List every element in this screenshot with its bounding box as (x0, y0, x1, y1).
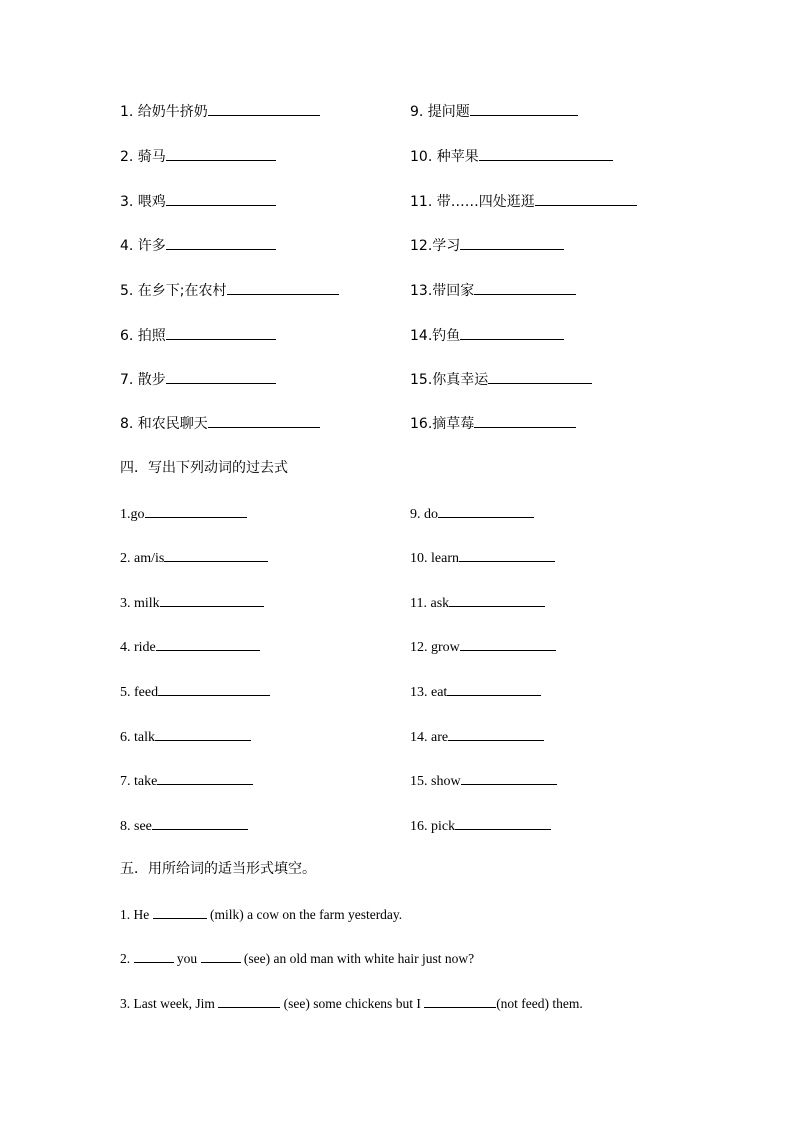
list-item (120, 280, 700, 300)
list-item (120, 101, 700, 121)
list-item (120, 369, 700, 389)
answer-blank[interactable] (166, 146, 276, 161)
item-label: 10. 种苹果 (410, 149, 479, 165)
answer-blank[interactable] (156, 636, 260, 651)
answer-blank[interactable] (474, 280, 576, 295)
answer-blank[interactable] (160, 592, 264, 607)
answer-blank[interactable] (155, 726, 251, 741)
answer-blank[interactable] (424, 993, 496, 1008)
answer-blank[interactable] (166, 325, 276, 340)
answer-blank[interactable] (166, 191, 276, 206)
item-label: 7. take (120, 774, 158, 789)
answer-blank[interactable] (166, 235, 276, 250)
answer-blank[interactable] (460, 235, 564, 250)
answer-blank[interactable] (153, 904, 207, 919)
sentence-text: (milk) a cow on the farm yesterday. (210, 907, 403, 922)
item-label: 1.go (120, 507, 145, 522)
sentence-text: (see) some chickens but I (283, 996, 421, 1011)
item-label: 4. ride (120, 640, 156, 655)
list-item (120, 503, 700, 523)
answer-blank[interactable] (488, 369, 592, 384)
list-item (120, 770, 700, 790)
sentence-text: 3. Last week, Jim (120, 996, 215, 1011)
item-label: 16. pick (410, 819, 456, 834)
item-label: 12.学习 (410, 238, 461, 254)
sentence-3 (120, 993, 583, 1014)
list-item (120, 681, 700, 701)
item-label: 3. milk (120, 596, 160, 611)
answer-blank[interactable] (461, 770, 557, 785)
answer-blank[interactable] (447, 681, 541, 696)
answer-blank[interactable] (218, 993, 280, 1008)
answer-blank[interactable] (459, 547, 555, 562)
answer-blank[interactable] (145, 503, 247, 518)
answer-blank[interactable] (166, 369, 276, 384)
answer-blank[interactable] (201, 948, 241, 963)
list-item (120, 726, 700, 746)
item-label: 5. feed (120, 685, 159, 700)
answer-blank[interactable] (227, 280, 339, 295)
item-label: 9. do (410, 507, 438, 522)
item-label: 11. 带……四处逛逛 (410, 194, 535, 210)
item-label: 13.带回家 (410, 283, 475, 299)
item-label: 14.钓鱼 (410, 328, 461, 344)
answer-blank[interactable] (470, 101, 578, 116)
list-item (120, 235, 700, 255)
answer-blank[interactable] (449, 592, 545, 607)
sentence-2 (120, 948, 474, 969)
item-label: 2. 骑马 (120, 149, 166, 165)
item-label: 7. 散步 (120, 372, 166, 388)
answer-blank[interactable] (455, 815, 551, 830)
answer-blank[interactable] (152, 815, 248, 830)
item-label: 6. 拍照 (120, 328, 166, 344)
sentence-1 (120, 904, 402, 925)
list-item (120, 636, 700, 656)
answer-blank[interactable] (164, 547, 268, 562)
sentence-text: 2. (120, 951, 131, 966)
item-label: 1. 给奶牛挤奶 (120, 104, 208, 120)
answer-blank[interactable] (448, 726, 544, 741)
list-item (120, 547, 700, 567)
answer-blank[interactable] (157, 770, 253, 785)
item-label: 10. learn (410, 551, 459, 566)
answer-blank[interactable] (535, 191, 637, 206)
sentence-text: (see) an old man with white hair just now? (243, 951, 475, 966)
answer-blank[interactable] (208, 413, 320, 428)
item-label: 13. eat (410, 685, 448, 700)
list-item (120, 146, 700, 166)
sentence-text: (not feed) them. (496, 996, 583, 1011)
item-label: 2. am/is (120, 551, 165, 566)
item-label: 4. 许多 (120, 238, 166, 254)
item-label: 5. 在乡下;在农村 (120, 283, 227, 299)
item-label: 9. 提问题 (410, 104, 470, 120)
answer-blank[interactable] (460, 636, 556, 651)
answer-blank[interactable] (208, 101, 320, 116)
item-label: 14. are (410, 730, 449, 745)
answer-blank[interactable] (134, 948, 174, 963)
item-label: 8. see (120, 819, 152, 834)
answer-blank[interactable] (158, 681, 270, 696)
item-label: 3. 喂鸡 (120, 194, 166, 210)
item-label: 11. ask (410, 596, 450, 611)
answer-blank[interactable] (479, 146, 613, 161)
list-item (120, 413, 700, 433)
answer-blank[interactable] (438, 503, 534, 518)
answer-blank[interactable] (474, 413, 576, 428)
item-label: 15. show (410, 774, 461, 789)
item-label: 6. talk (120, 730, 155, 745)
sentence-text: you (176, 951, 198, 966)
item-label: 16.摘草莓 (410, 416, 475, 432)
list-item (120, 592, 700, 612)
item-label: 12. grow (410, 640, 460, 655)
section5-heading: 五．用所给词的适当形式填空。 (120, 861, 316, 877)
list-item (120, 191, 700, 211)
item-label: 15.你真幸运 (410, 372, 489, 388)
answer-blank[interactable] (460, 325, 564, 340)
sentence-text: 1. He (120, 907, 150, 922)
item-label: 8. 和农民聊天 (120, 416, 208, 432)
section4-heading: 四．写出下列动词的过去式 (120, 460, 288, 476)
list-item (120, 815, 700, 835)
list-item (120, 325, 700, 345)
